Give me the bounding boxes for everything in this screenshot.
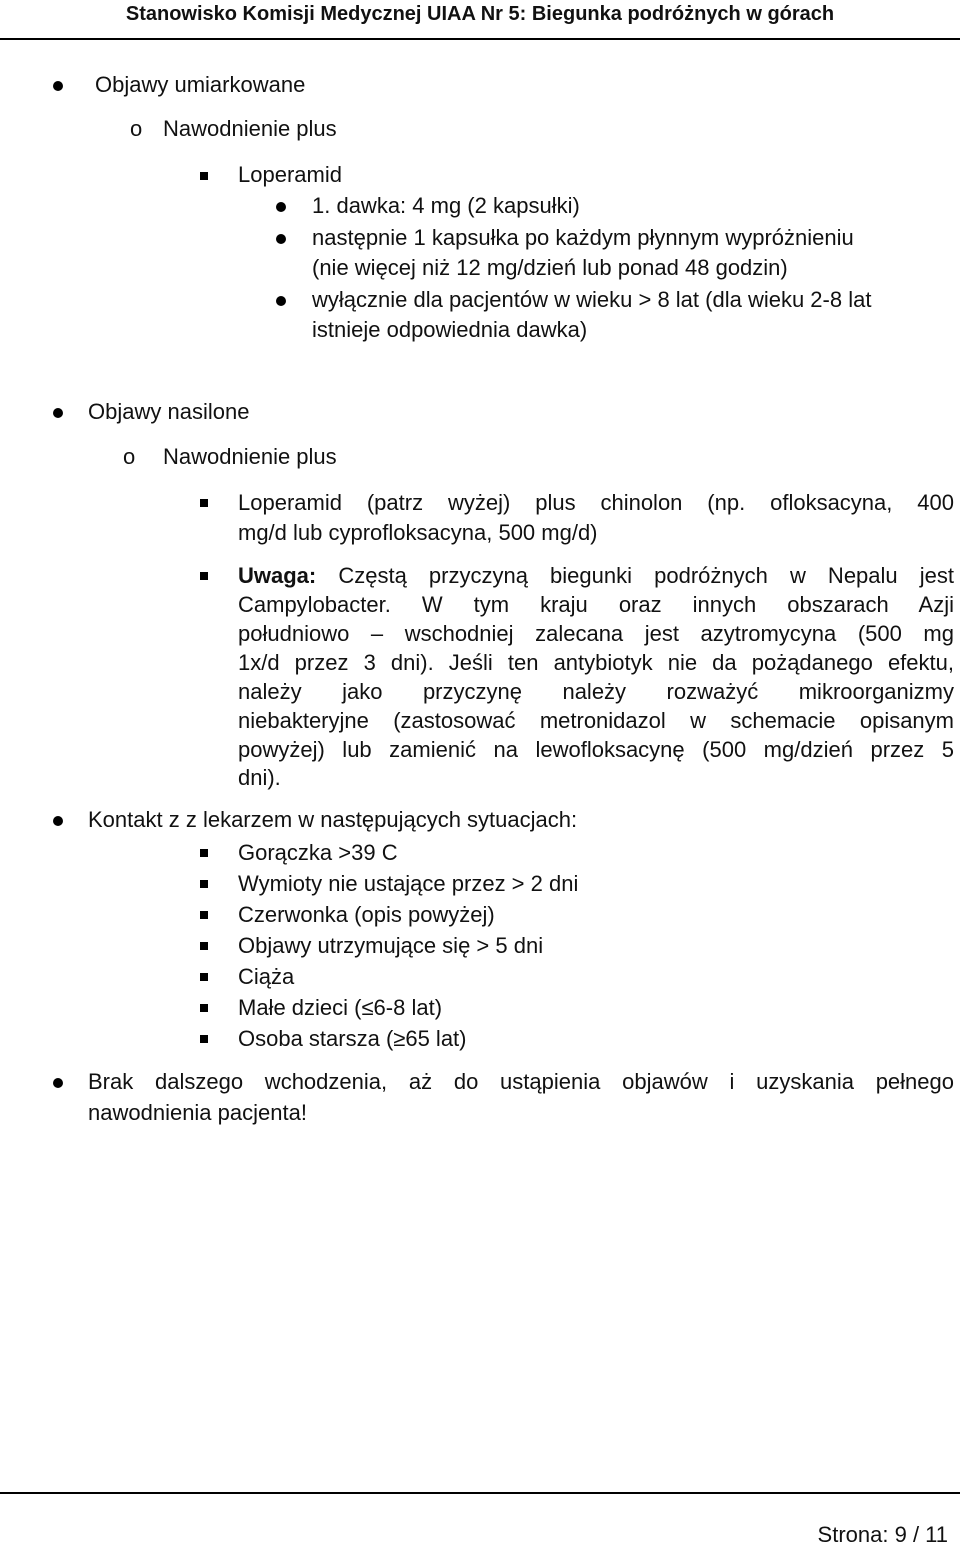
contact-item: Wymioty nie ustające przez > 2 dni (238, 871, 579, 896)
bullet-dot-icon (53, 816, 63, 826)
contact-item: Objawy utrzymujące się > 5 dni (238, 933, 544, 958)
contact-heading: Kontakt z z lekarzem w następujących sytuacjach: (88, 807, 578, 832)
contact-item: Małe dzieci (≤6-8 lat) (238, 995, 443, 1020)
dose-1: 1. dawka: 4 mg (2 kapsułki) (312, 193, 580, 218)
dose-2-line2: (nie więcej niż 12 mg/dzień lub ponad 48 godzin) (312, 255, 788, 280)
contact-item: Czerwonka (opis powyżej) (238, 902, 495, 927)
note-label: Uwaga: (238, 563, 317, 588)
page-header (0, 0, 960, 40)
circle-bullet-icon: o (130, 116, 143, 141)
note-line-6: niebakteryjne (zastosować metronidazol w schemacie opisanym (238, 708, 954, 733)
square-bullet-icon (200, 499, 208, 507)
square-bullet-icon (200, 942, 208, 950)
contact-item: Gorączka >39 C (238, 840, 398, 865)
severe-heading: Objawy nasilone (88, 399, 250, 424)
severe-subheading: Nawodnienie plus (163, 444, 337, 469)
moderate-heading: Objawy umiarkowane (95, 72, 306, 97)
note-line-7: powyżej) lub zamienić na lewofloksacynę (500 mg/dzień przez 5 (238, 737, 954, 762)
final-line1: Brak dalszego wchodzenia, aż do ustąpienia objawów i uzyskania pełnego (88, 1069, 954, 1094)
square-bullet-icon (200, 849, 208, 857)
note-line-5: należy jako przyczynę należy rozważyć mikroorganizmy (238, 679, 954, 704)
note-line-1 (238, 561, 954, 591)
circle-bullet-icon: o (123, 444, 136, 469)
bullet-dot-icon (276, 296, 286, 306)
bullet-dot-icon (276, 202, 286, 212)
contact-item: Osoba starsza (≥65 lat) (238, 1026, 467, 1051)
square-bullet-icon (200, 880, 208, 888)
square-bullet-icon (200, 973, 208, 981)
final-line2: nawodnienia pacjenta! (88, 1100, 307, 1125)
footer-divider (0, 1492, 960, 1494)
square-bullet-icon (200, 911, 208, 919)
bullet-dot-icon (53, 408, 63, 418)
square-bullet-icon (200, 1004, 208, 1012)
dose-3-line2: istnieje odpowiednia dawka) (312, 317, 588, 342)
bullet-dot-icon (53, 1078, 63, 1088)
note-l1-text: Częstą przyczyną biegunki podróżnych w Nepalu jest (338, 563, 954, 588)
square-bullet-icon (200, 1035, 208, 1043)
note-line-3: południowo – wschodniej zalecana jest azytromycyna (500 mg (238, 621, 954, 646)
note-line-8: dni). (238, 765, 281, 790)
moderate-drug: Loperamid (238, 162, 342, 187)
bullet-dot-icon (53, 81, 63, 91)
note-line-2: Campylobacter. W tym kraju oraz innych obszarach Azji (238, 592, 954, 617)
severe-item1-line2: mg/d lub cyprofloksacyna, 500 mg/d) (238, 520, 598, 545)
dose-3-line1: wyłącznie dla pacjentów w wieku > 8 lat (dla wieku 2-8 lat (312, 287, 872, 312)
bullet-dot-icon (276, 234, 286, 244)
note-line-4: 1x/d przez 3 dni). Jeśli ten antybiotyk nie da pożądanego efektu, (238, 650, 954, 675)
severe-item1-line1: Loperamid (patrz wyżej) plus chinolon (np. ofloksacyna, 400 (238, 490, 954, 515)
moderate-subheading: Nawodnienie plus (163, 116, 337, 141)
dose-2-line1: następnie 1 kapsułka po każdym płynnym wypróżnieniu (312, 225, 854, 250)
contact-item: Ciąża (238, 964, 295, 989)
header-title: Stanowisko Komisji Medycznej UIAA Nr 5: Biegunka podróżnych w górach (125, 3, 835, 25)
square-bullet-icon (200, 572, 208, 580)
page-number: Strona: 9 / 11 (817, 1522, 948, 1547)
square-bullet-icon (200, 172, 208, 180)
